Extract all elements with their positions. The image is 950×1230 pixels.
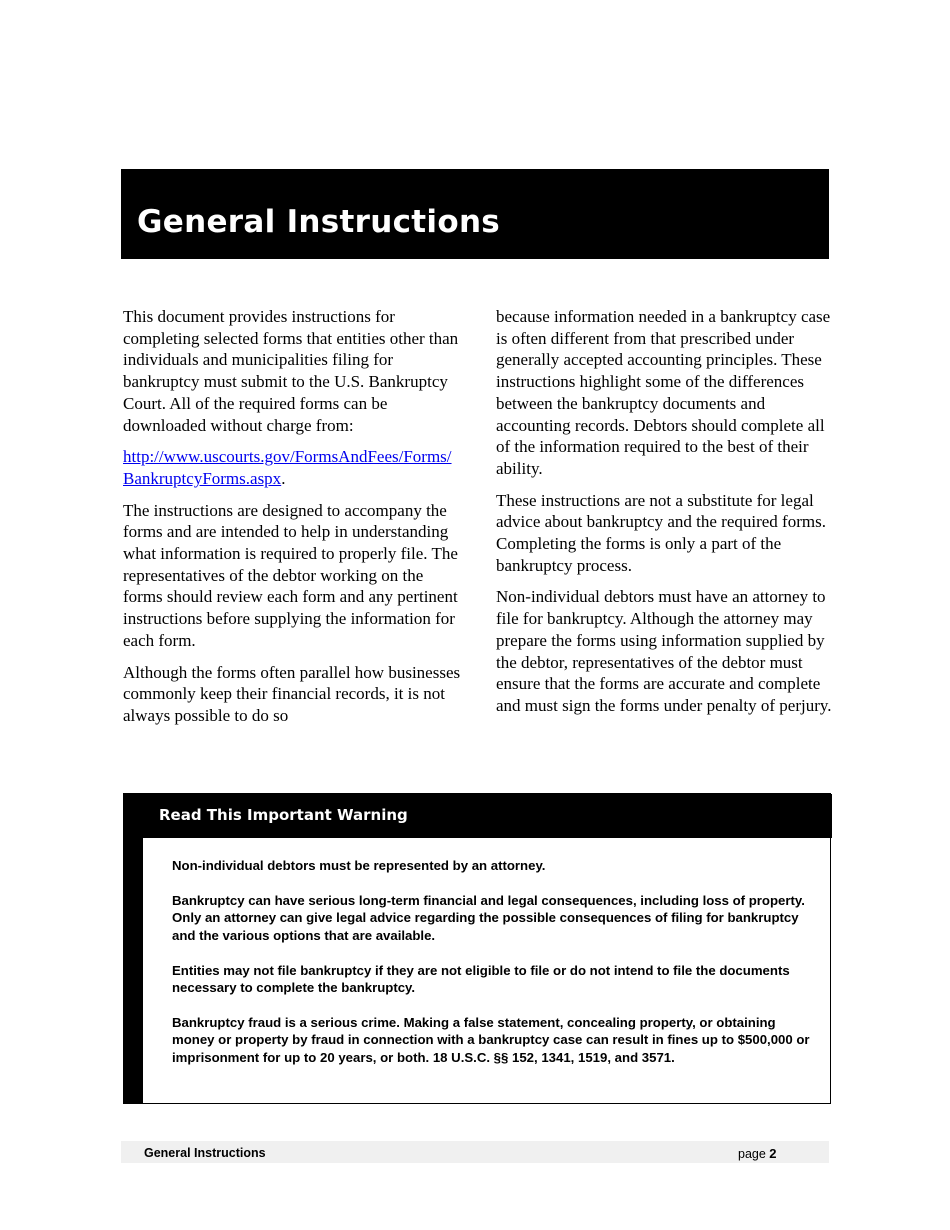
warning-title: Read This Important Warning	[159, 806, 408, 824]
page-number: 2	[769, 1146, 777, 1161]
link-suffix: .	[281, 468, 286, 488]
page-title-banner	[121, 169, 829, 259]
link-line-1: http://www.uscourts.gov/FormsAndFees/Forms/	[123, 447, 452, 467]
instructions-paragraph: The instructions are designed to accompany the forms and are intended to help in understanding what information is required to properly file. The representatives of the debtor working on the forms should review each form and any pertinent instructions before supplying the information for each form.	[123, 500, 458, 650]
warning-item: Non-individual debtors must be represented by an attorney.	[172, 858, 546, 873]
left-column	[123, 306, 463, 737]
link-line-2: BankruptcyForms.aspx	[123, 468, 282, 488]
warning-item: Entities may not file bankruptcy if they are not eligible to file or do not intend to file the documents necessary to complete the bankruptcy.	[172, 962, 790, 996]
forms-download-link[interactable]	[123, 447, 452, 488]
warning-item: Bankruptcy fraud is a serious crime. Making a false statement, concealing property, or obtaining money or property by fraud in connection with a bankruptcy case can result in fines up to $500,000 or imprisonment for up to 20 years, or both. 18 U.S.C. §§ 152, 1341, 1519, and 3571.	[172, 1015, 810, 1065]
warning-side-bar	[124, 838, 143, 1103]
warning-body	[172, 857, 820, 1084]
right-column	[496, 306, 836, 727]
footer-title: General Instructions	[144, 1146, 266, 1160]
page-title: General Instructions	[137, 204, 501, 240]
forms-link-paragraph	[123, 446, 463, 489]
warning-box	[123, 793, 831, 1104]
attorney-paragraph: Non-individual debtors must have an attorney to file for bankruptcy. Although the attorney may prepare the forms using information supplied by the debtor, representatives of the debtor must ensure that the forms are accurate and complete and must sign the forms under penalty of perjury.	[496, 587, 832, 715]
legal-advice-paragraph: These instructions are not a substitute for legal advice about bankruptcy and the required forms. Completing the forms is only a part of the bankruptcy process.	[496, 490, 826, 575]
page-label: page	[738, 1147, 766, 1161]
intro-paragraph: This document provides instructions for completing selected forms that entities other than individuals and municipalities filing for bankruptcy must submit to the U.S. Bankruptcy Court. All of the required forms can be downloaded without charge from:	[123, 307, 459, 435]
accounting-paragraph: because information needed in a bankruptcy case is often different from that prescribed under generally accepted accounting principles. These instructions highlight some of the differences between the bankruptcy documents and accounting records. Debtors should complete all of the information required to the best of their ability.	[496, 307, 831, 478]
warning-item: Bankruptcy can have serious long-term financial and legal consequences, including loss of property. Only an attorney can give legal advice regarding the possible consequences of filing for bankruptcy and the various options that are available.	[172, 893, 805, 943]
page-footer	[121, 1141, 829, 1163]
warning-header	[124, 794, 832, 838]
financial-records-paragraph: Although the forms often parallel how businesses commonly keep their financial records, it is not always possible to do so	[123, 662, 461, 725]
footer-page	[738, 1146, 777, 1161]
